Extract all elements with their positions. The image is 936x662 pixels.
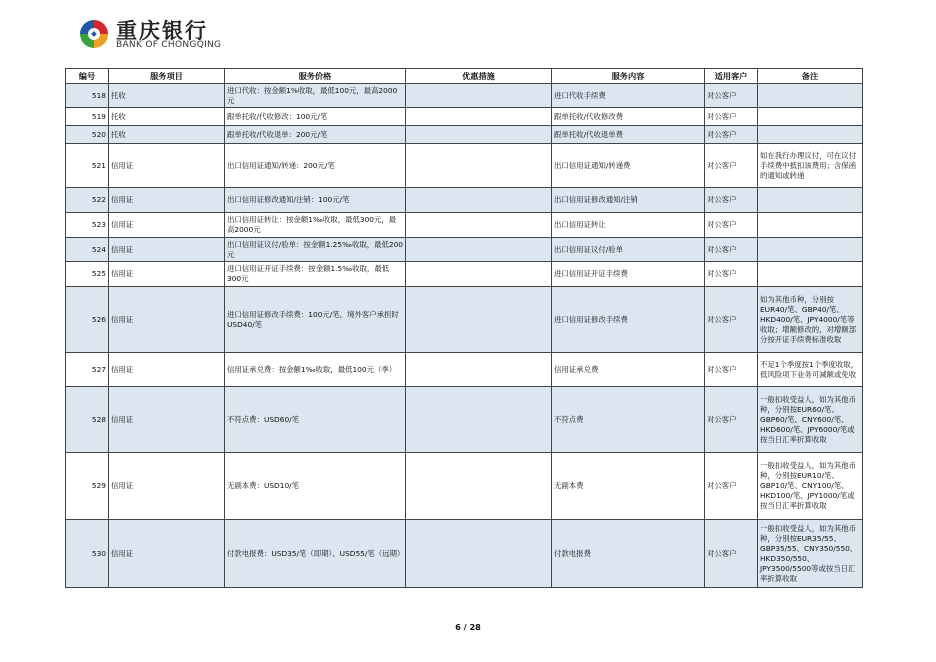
header-price: 服务价格 xyxy=(225,69,406,84)
cell-content: 进口信用证开证手续费 xyxy=(552,262,705,287)
cell-id: 529 xyxy=(66,453,109,520)
cell-remark xyxy=(758,262,863,287)
cell-customer: 对公客户 xyxy=(705,213,758,238)
cell-discount xyxy=(406,520,552,588)
cell-remark: 不足1个季度按1个季度收取，低风险项下业务可减额或免收 xyxy=(758,353,863,387)
cell-discount xyxy=(406,353,552,387)
cell-price: 信用证承兑费：按金额1‰收取，最低100元（季） xyxy=(225,353,406,387)
cell-id: 528 xyxy=(66,387,109,453)
cell-customer: 对公客户 xyxy=(705,188,758,213)
cell-content: 出口信用证通知/转递费 xyxy=(552,144,705,188)
cell-content: 跟单托收/代收退单费 xyxy=(552,126,705,144)
cell-content: 付款电报费 xyxy=(552,520,705,588)
cell-content: 无副本费 xyxy=(552,453,705,520)
cell-remark: 如为其他币种，分别按EUR40/笔、GBP40/笔、HKD400/笔、JPY4000/笔等收取；增额修改的，对增额部分按开证手续费标准收取 xyxy=(758,287,863,353)
cell-customer: 对公客户 xyxy=(705,108,758,126)
cell-item: 托收 xyxy=(109,84,225,108)
page-number: 6 / 28 xyxy=(455,622,481,632)
table-row xyxy=(66,262,863,287)
table-row xyxy=(66,387,863,453)
cell-price: 跟单托收/代收退单：200元/笔 xyxy=(225,126,406,144)
cell-id: 527 xyxy=(66,353,109,387)
cell-remark xyxy=(758,108,863,126)
cell-price: 出口信用证转让：按金额1‰收取，最低300元，最高2000元 xyxy=(225,213,406,238)
cell-customer: 对公客户 xyxy=(705,387,758,453)
header-content: 服务内容 xyxy=(552,69,705,84)
cell-content: 信用证承兑费 xyxy=(552,353,705,387)
cell-discount xyxy=(406,188,552,213)
bank-name-cn: 重庆银行 xyxy=(116,19,208,43)
cell-item: 信用证 xyxy=(109,262,225,287)
cell-discount xyxy=(406,108,552,126)
cell-customer: 对公客户 xyxy=(705,238,758,262)
cell-price: 无副本费：USD10/笔 xyxy=(225,453,406,520)
cell-discount xyxy=(406,262,552,287)
cell-id: 521 xyxy=(66,144,109,188)
cell-discount xyxy=(406,238,552,262)
table-row xyxy=(66,108,863,126)
cell-discount xyxy=(406,387,552,453)
cell-remark xyxy=(758,84,863,108)
cell-discount xyxy=(406,287,552,353)
table-row xyxy=(66,213,863,238)
cell-content: 进口代收手续费 xyxy=(552,84,705,108)
cell-customer: 对公客户 xyxy=(705,353,758,387)
cell-id: 526 xyxy=(66,287,109,353)
table-row xyxy=(66,453,863,520)
table-row xyxy=(66,238,863,262)
cell-discount xyxy=(406,213,552,238)
header-discount: 优惠措施 xyxy=(406,69,552,84)
cell-discount xyxy=(406,126,552,144)
cell-price: 出口信用证修改通知/注销：100元/笔 xyxy=(225,188,406,213)
cell-id: 525 xyxy=(66,262,109,287)
cell-remark xyxy=(758,188,863,213)
cell-remark xyxy=(758,238,863,262)
cell-customer: 对公客户 xyxy=(705,144,758,188)
cell-id: 522 xyxy=(66,188,109,213)
cell-discount xyxy=(406,84,552,108)
cell-price: 进口信用证修改手续费：100元/笔，境外客户承担时USD40/笔 xyxy=(225,287,406,353)
cell-content: 跟单托收/代收修改费 xyxy=(552,108,705,126)
fee-table xyxy=(65,68,863,588)
bank-emblem-icon xyxy=(78,18,110,50)
cell-content: 不符点费 xyxy=(552,387,705,453)
cell-content: 出口信用证议付/验单 xyxy=(552,238,705,262)
cell-item: 托收 xyxy=(109,126,225,144)
cell-id: 519 xyxy=(66,108,109,126)
table-row xyxy=(66,287,863,353)
cell-price: 跟单托收/代收修改：100元/笔 xyxy=(225,108,406,126)
cell-customer: 对公客户 xyxy=(705,520,758,588)
cell-item: 信用证 xyxy=(109,188,225,213)
cell-item: 信用证 xyxy=(109,453,225,520)
table-row xyxy=(66,353,863,387)
table-row xyxy=(66,144,863,188)
cell-customer: 对公客户 xyxy=(705,262,758,287)
cell-price: 出口信用证议付/验单：按金额1.25‰收取，最低200元 xyxy=(225,238,406,262)
cell-item: 信用证 xyxy=(109,238,225,262)
cell-price: 付款电报费：USD35/笔（即期）、USD55/笔（远期） xyxy=(225,520,406,588)
cell-item: 信用证 xyxy=(109,287,225,353)
cell-item: 信用证 xyxy=(109,353,225,387)
cell-price: 不符点费：USD60/笔 xyxy=(225,387,406,453)
cell-discount xyxy=(406,144,552,188)
cell-item: 托收 xyxy=(109,108,225,126)
cell-id: 518 xyxy=(66,84,109,108)
cell-price: 出口信用证通知/转递：200元/笔 xyxy=(225,144,406,188)
cell-remark: 如在我行办理议付，可在议付手续费中抵扣该费用；含保函的通知或转递 xyxy=(758,144,863,188)
table-row xyxy=(66,126,863,144)
header-item: 服务项目 xyxy=(109,69,225,84)
cell-customer: 对公客户 xyxy=(705,126,758,144)
table-row xyxy=(66,188,863,213)
cell-remark: 一般扣收受益人，如为其他币种，分别按EUR60/笔、GBP60/笔、CNY600/笔、HKD600/笔、JPY6000/笔或按当日汇率折算收取 xyxy=(758,387,863,453)
cell-customer: 对公客户 xyxy=(705,453,758,520)
table-row xyxy=(66,84,863,108)
header-id: 编号 xyxy=(66,69,109,84)
cell-item: 信用证 xyxy=(109,144,225,188)
bank-name-en: BANK OF CHONGQING xyxy=(116,40,222,50)
cell-customer: 对公客户 xyxy=(705,287,758,353)
cell-discount xyxy=(406,453,552,520)
cell-remark xyxy=(758,126,863,144)
cell-content: 进口信用证修改手续费 xyxy=(552,287,705,353)
cell-price: 进口信用证开证手续费：按金额1.5‰收取，最低300元 xyxy=(225,262,406,287)
table-header-row xyxy=(66,69,863,84)
cell-item: 信用证 xyxy=(109,520,225,588)
cell-id: 530 xyxy=(66,520,109,588)
header-customer: 适用客户 xyxy=(705,69,758,84)
cell-content: 出口信用证修改通知/注销 xyxy=(552,188,705,213)
cell-content: 出口信用证转让 xyxy=(552,213,705,238)
cell-id: 524 xyxy=(66,238,109,262)
cell-remark: 一般扣收受益人，如为其他币种，分别按EUR10/笔、GBP10/笔、CNY100/笔、HKD100/笔、JPY1000/笔或按当日汇率折算收取 xyxy=(758,453,863,520)
cell-remark: 一般扣收受益人，如为其他币种，分别按EUR35/55、GBP35/55、CNY350/550、HKD350/550、JPY3500/5500等或按当日汇率折算收取 xyxy=(758,520,863,588)
cell-remark xyxy=(758,213,863,238)
cell-id: 520 xyxy=(66,126,109,144)
table-row xyxy=(66,520,863,588)
cell-item: 信用证 xyxy=(109,387,225,453)
cell-price: 进口代收：按金额1%收取，最低100元，最高2000元 xyxy=(225,84,406,108)
cell-item: 信用证 xyxy=(109,213,225,238)
bank-logo xyxy=(78,14,238,54)
cell-id: 523 xyxy=(66,213,109,238)
header-remark: 备注 xyxy=(758,69,863,84)
cell-customer: 对公客户 xyxy=(705,84,758,108)
